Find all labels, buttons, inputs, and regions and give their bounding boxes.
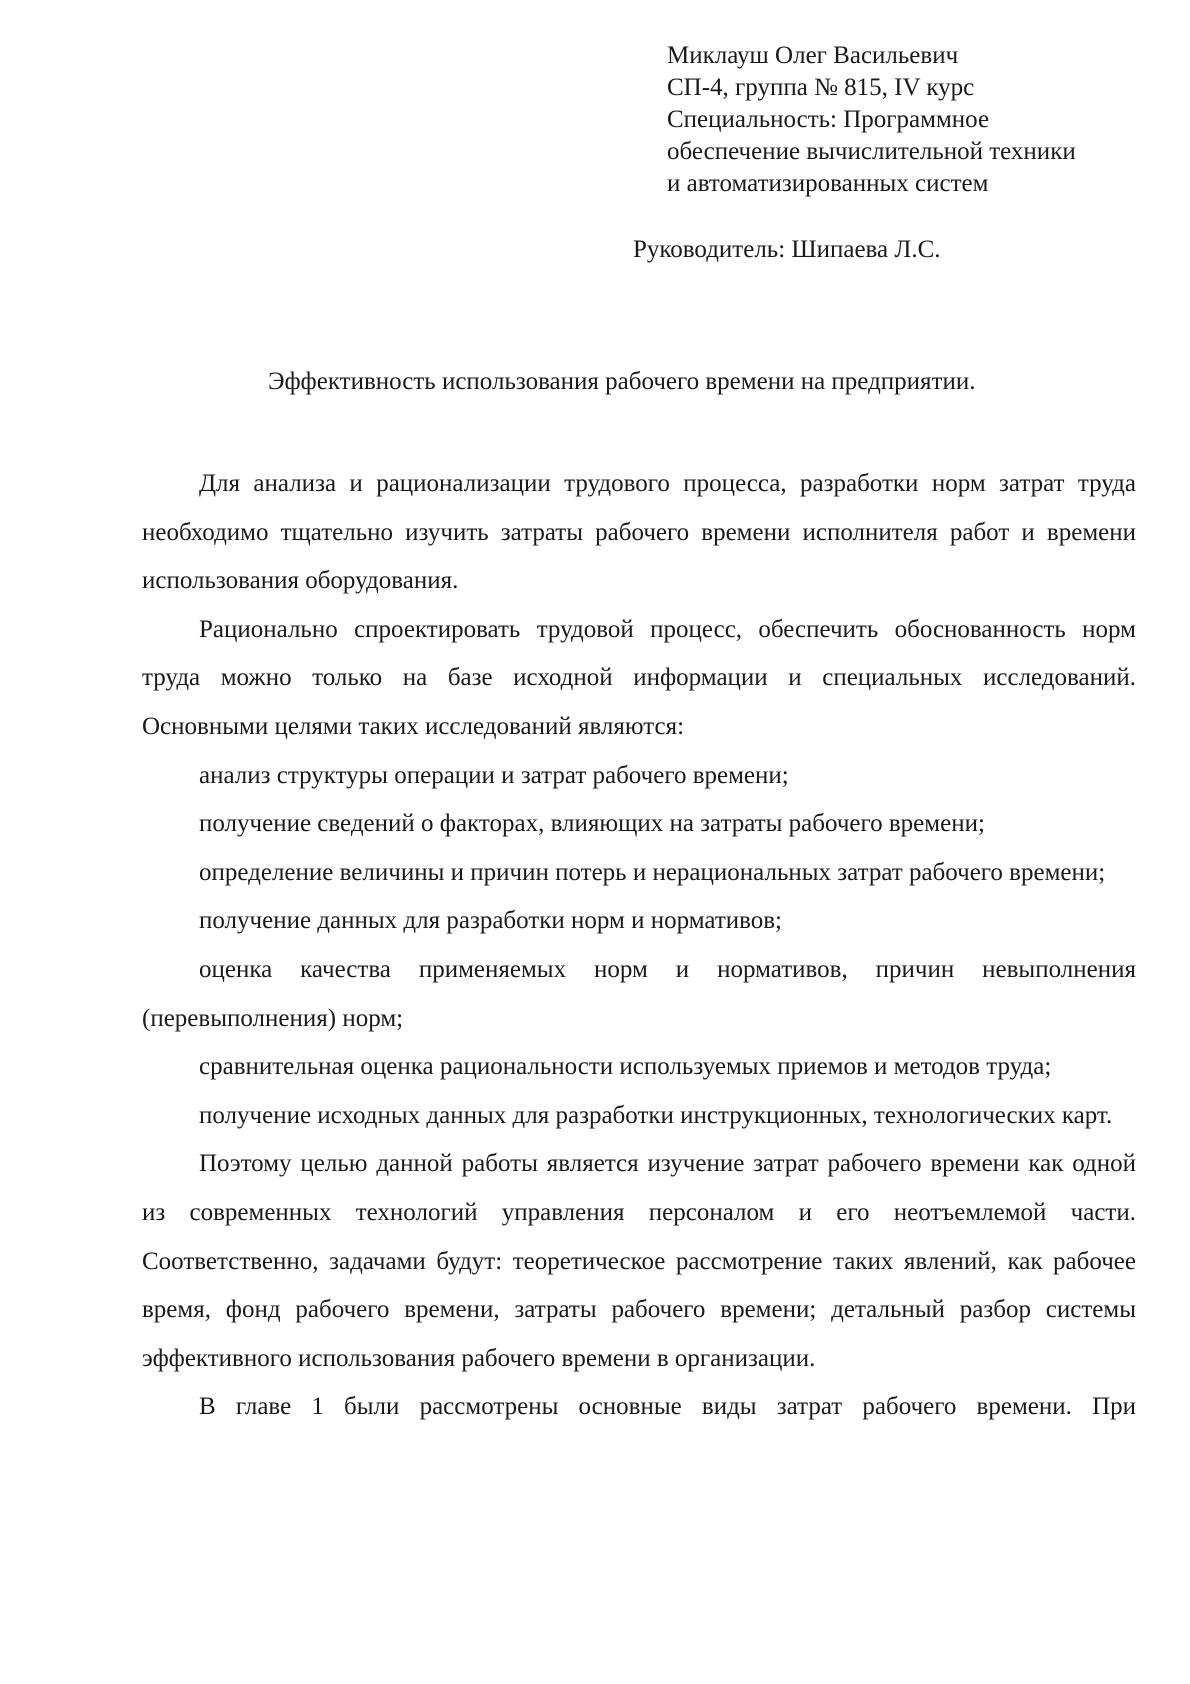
list-item: оценка качества применяемых норм и нормативов, причин невыполнения (перевыполнения) норм;	[142, 955, 1136, 1032]
paragraph: Рационально спроектировать трудовой процесс, обеспечить обоснованность норм труда можно только на базе исходной информации и специальных исследований. Основными целями таких исследований являются:	[142, 615, 1136, 740]
paragraph: Поэтому целью данной работы является изучение затрат рабочего времени как одной из современных технологий управления персоналом и его неотъемлемой части. Соответственно, задачами будут: теоретическое рассмотрение таких явлений, как рабочее время, фонд рабочего времени, затраты рабочего времени; детальный разбор системы эффективного использования рабочего времени в организации.	[142, 1150, 1136, 1372]
author-name: Миклауш Олег Васильевич	[667, 42, 959, 69]
list-item: получение исходных данных для разработки инструкционных, технологических карт.	[199, 1101, 1113, 1129]
list-item: получение сведений о факторах, влияющих на затраты рабочего времени;	[199, 810, 985, 838]
paragraph: В главе 1 были рассмотрены основные виды затрат рабочего времени. При	[199, 1393, 1136, 1421]
list-item: сравнительная оценка рациональности используемых приемов и методов труда;	[199, 1053, 1052, 1081]
author-info	[667, 40, 1147, 200]
list-item: определение величины и причин потерь и нерациональных затрат рабочего времени;	[199, 858, 1106, 886]
list-item: анализ структуры операции и затрат рабочего времени;	[199, 761, 789, 789]
author-specialty-cont: обеспечение вычислительной техники	[667, 138, 1076, 165]
author-specialty: Специальность: Программное	[667, 106, 990, 133]
supervisor-line: Руководитель: Шипаева Л.С.	[633, 236, 941, 263]
paragraph: Для анализа и рационализации трудового процесса, разработки норм затрат труда необходимо тщательно изучить затраты рабочего времени исполнителя работ и времени использования оборудования.	[142, 470, 1136, 595]
document-body	[142, 460, 1136, 1432]
author-specialty-end: и автоматизированных систем	[667, 170, 989, 197]
list-item: получение данных для разработки норм и нормативов;	[199, 907, 783, 935]
document-title: Эффективность использования рабочего времени на предприятии.	[268, 368, 976, 395]
author-group: СП-4, группа № 815, IV курс	[667, 74, 975, 101]
